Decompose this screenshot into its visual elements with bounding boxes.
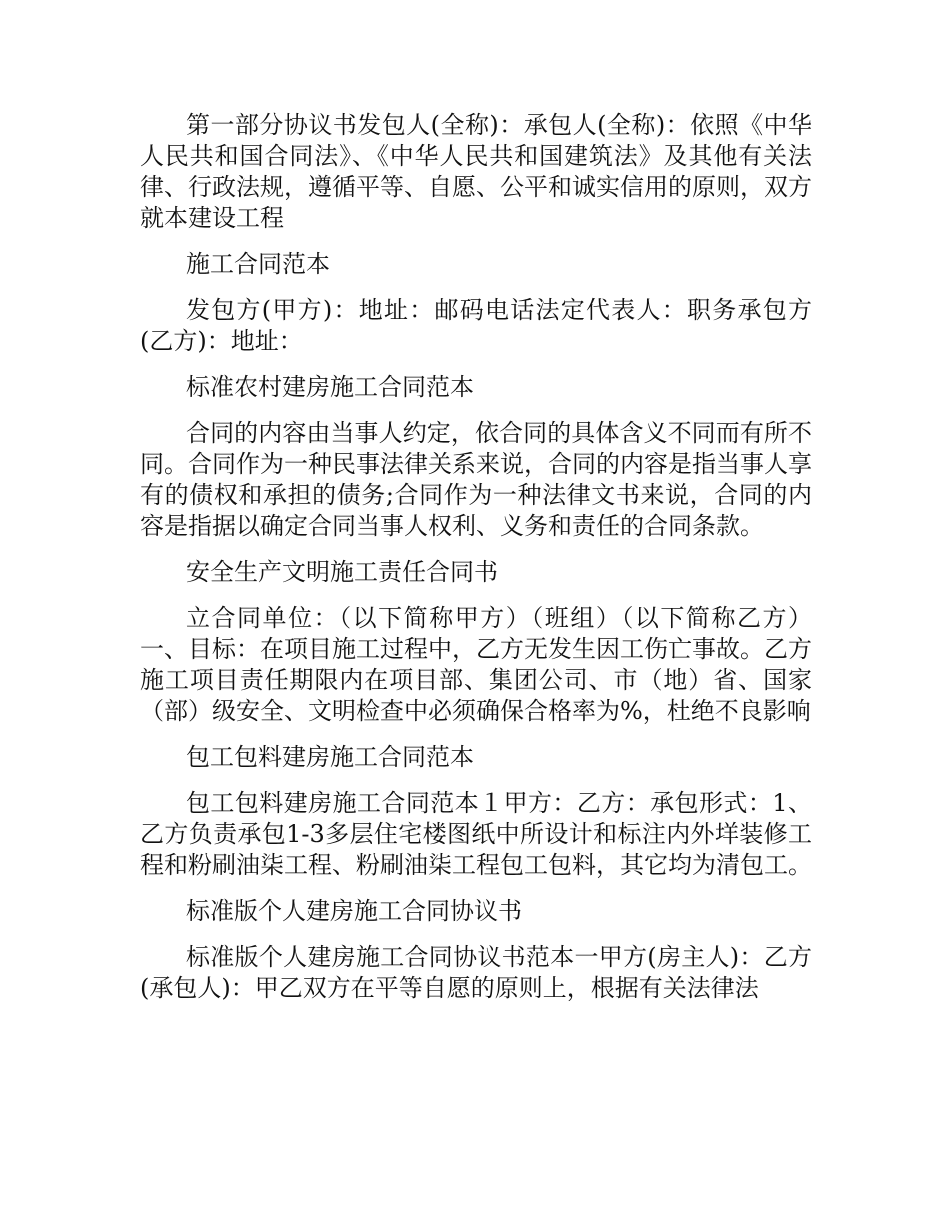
paragraph-safety-terms: 立合同单位：（以下简称甲方）（班组）（以下简称乙方）一、目标：在项目施工过程中，乙方无发生因工伤亡事故。乙方施工项目责任期限内在项目部、集团公司、市（地）省、国家（部）级安全、文明检查中必须确保合格率为%，杜绝不良影响 bbox=[140, 604, 812, 725]
paragraph-personal-house-terms: 标准版个人建房施工合同协议书范本一甲方(房主人)：乙方(承包人)：甲乙双方在平等自愿的原则上，根据有关法律法 bbox=[140, 943, 812, 1002]
document-body bbox=[140, 110, 812, 1019]
paragraph-parties: 发包方(甲方)：地址：邮码电话法定代表人：职务承包方(乙方)：地址： bbox=[140, 296, 812, 355]
heading-labor-materials-contract: 包工包料建房施工合同范本 bbox=[186, 743, 474, 771]
paragraph-agreement-intro: 第一部分协议书发包人(全称)：承包人(全称)：依照《中华人民共和国合同法》、《中华人民共和国建筑法》及其他有关法律、行政法规，遵循平等、自愿、公平和诚实信用的原则，双方就本建设工程 bbox=[140, 111, 812, 232]
heading-rural-house-contract: 标准农村建房施工合同范本 bbox=[186, 373, 474, 401]
paragraph-labor-materials-terms: 包工包料建房施工合同范本１甲方：乙方：承包形式：1、乙方负责承包1-3多层住宅楼图纸中所设计和标注内外垟装修工程和粉刷油柒工程、粉刷油柒工程包工包料，其它均为清包工。 bbox=[140, 789, 812, 879]
paragraph-contract-content: 合同的内容由当事人约定，依合同的具体含义不同而有所不同。合同作为一种民事法律关系来说，合同的内容是指当事人享有的债权和承担的债务;合同作为一种法律文书来说，合同的内容是指据以确定合同当事人权利、义务和责任的合同条款。 bbox=[140, 419, 812, 540]
heading-safety-contract: 安全生产文明施工责任合同书 bbox=[186, 558, 498, 586]
heading-construction-contract-template: 施工合同范本 bbox=[186, 250, 330, 278]
heading-personal-house-agreement: 标准版个人建房施工合同协议书 bbox=[186, 897, 522, 925]
